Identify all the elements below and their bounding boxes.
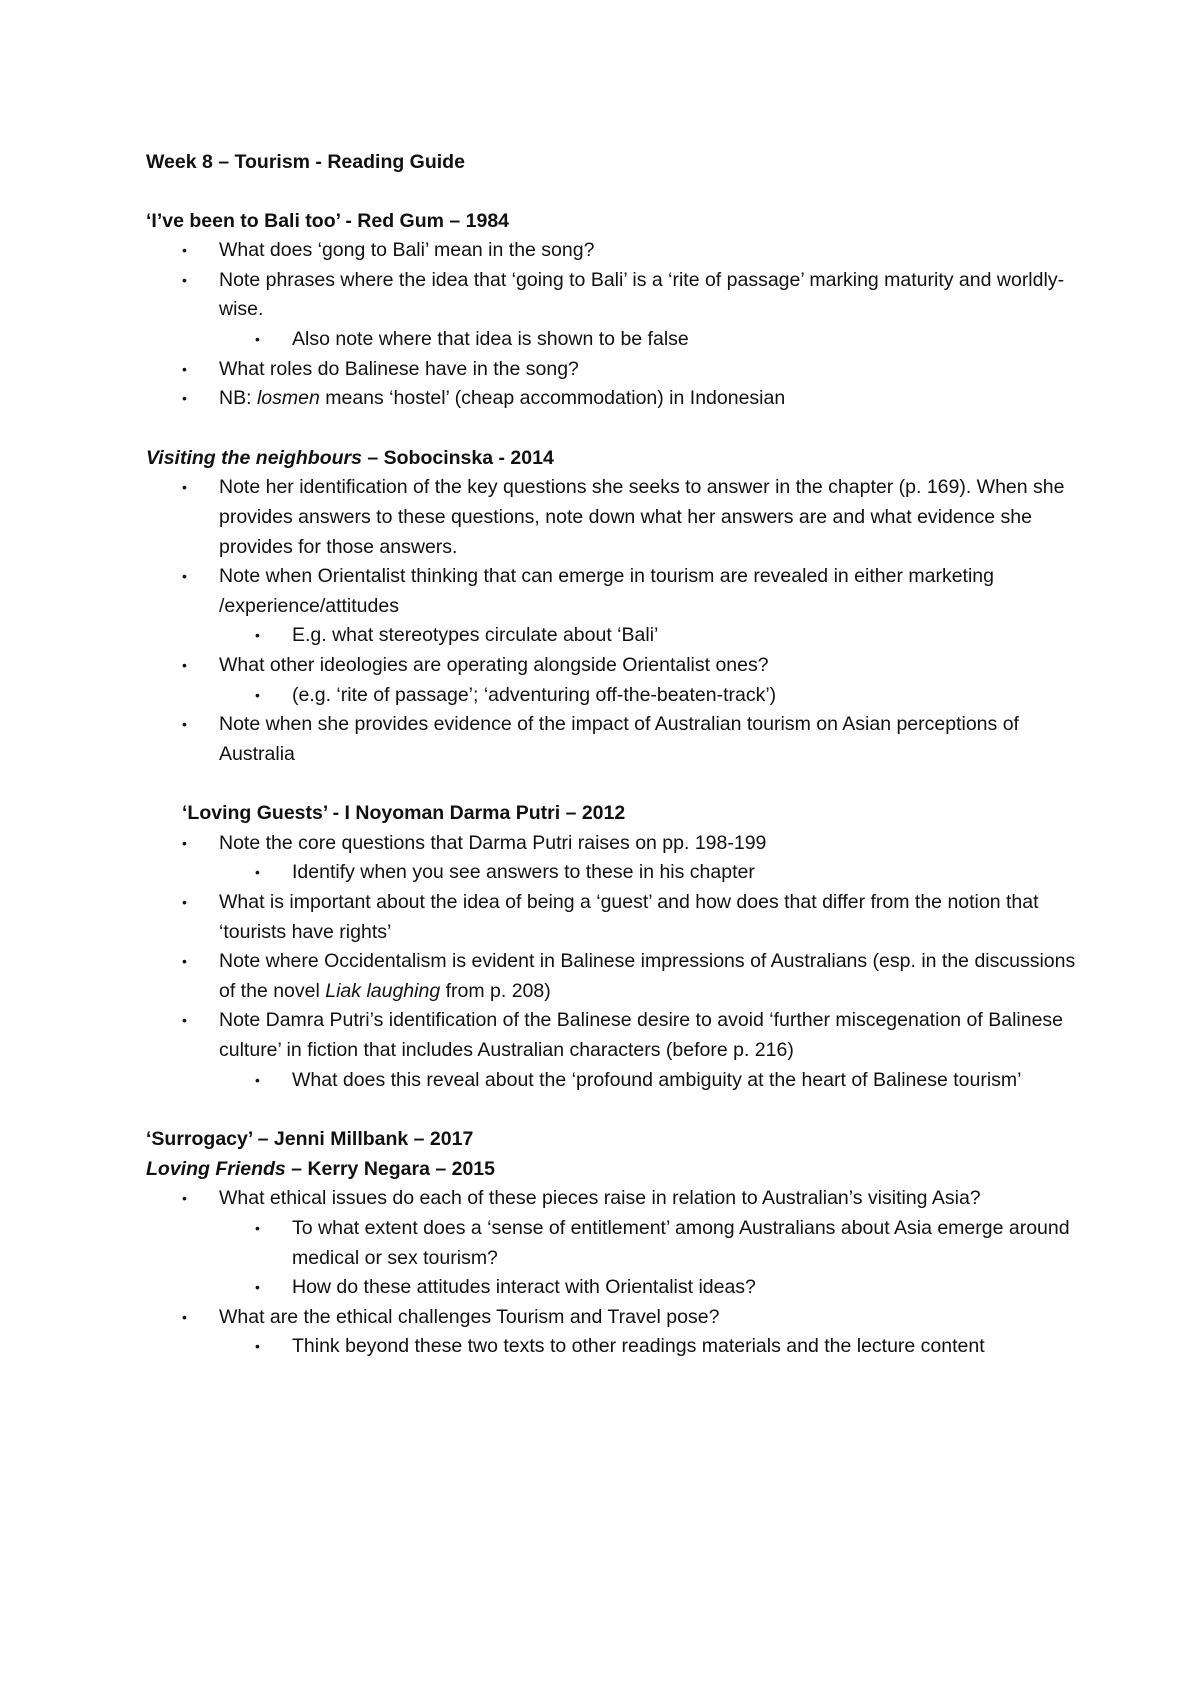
section-sobocinska xyxy=(146,444,1076,770)
document-body xyxy=(146,148,1076,1392)
sub-list-item: • Identify when you see answers to these in his chapter xyxy=(146,858,1076,888)
sub-list-item: • To what extent does a ‘sense of entitlement’ among Australians about Asia emerge around medical or sex tourism? xyxy=(146,1214,1076,1273)
heading-rest: – Sobocinska - 2014 xyxy=(361,446,554,469)
bullet-list xyxy=(146,473,1076,769)
list-item: • What are the ethical challenges Tourism and Travel pose? xyxy=(146,1303,1076,1333)
section-heading xyxy=(146,444,1076,474)
heading-rest: – Kerry Negara – 2015 xyxy=(285,1157,495,1180)
list-item: • Note when she provides evidence of the impact of Australian tourism on Asian perceptions of Australia xyxy=(146,710,1076,769)
section-surrogacy xyxy=(146,1125,1076,1362)
list-item-text: NB: xyxy=(219,387,257,410)
list-item-text: from p. 208) xyxy=(440,979,551,1002)
sub-list-item: • Think beyond these two texts to other readings materials and the lecture content xyxy=(146,1332,1076,1362)
list-item xyxy=(146,384,1076,414)
list-item: • Note phrases where the idea that ‘going to Bali’ is a ‘rite of passage’ marking maturity and worldly-wise. xyxy=(146,266,1076,325)
heading-title-italic: Visiting the neighbours xyxy=(146,446,362,469)
document-title: Week 8 – Tourism - Reading Guide xyxy=(146,151,465,173)
bullet-list xyxy=(146,1184,1076,1362)
bullet-list xyxy=(146,829,1076,1095)
section-heading: ‘Loving Guests’ - I Noyoman Darma Putri – 2012 xyxy=(182,802,626,825)
section-heading-secondary xyxy=(146,1155,1076,1185)
list-item: • Note when Orientalist thinking that can emerge in tourism are revealed in either marketing /experience/attitudes xyxy=(146,562,1076,621)
section-darma-putri xyxy=(146,799,1076,1095)
list-item: • Note Damra Putri’s identification of the Balinese desire to avoid ‘further miscegenation of Balinese culture’ in fiction that includes Australian characters (before p. 216) xyxy=(146,1006,1076,1065)
list-item: • What other ideologies are operating alongside Orientalist ones? xyxy=(146,651,1076,681)
list-item: • Note her identification of the key questions she seeks to answer in the chapter (p. 169). When she provides answers to these questions, note down what her answers are and what evidence she provides for those answers. xyxy=(146,473,1076,562)
sub-list-item: • E.g. what stereotypes circulate about ‘Bali’ xyxy=(146,621,1076,651)
section-heading: ‘Surrogacy’ – Jenni Millbank – 2017 xyxy=(146,1128,474,1151)
section-heading: ‘I’ve been to Bali too’ - Red Gum – 1984 xyxy=(146,209,510,232)
list-item xyxy=(146,947,1076,1006)
italic-term: Liak laughing xyxy=(325,979,441,1002)
section-red-gum xyxy=(146,207,1076,414)
sub-list-item: • (e.g. ‘rite of passage’; ‘adventuring off-the-beaten-track’) xyxy=(146,681,1076,711)
list-item: • What ethical issues do each of these pieces raise in relation to Australian’s visiting Asia? xyxy=(146,1184,1076,1214)
sub-list-item: • Also note where that idea is shown to be false xyxy=(146,325,1076,355)
italic-term: losmen xyxy=(256,387,320,410)
list-item: • What is important about the idea of being a ‘guest’ and how does that differ from the notion that ‘tourists have rights’ xyxy=(146,888,1076,947)
sub-list-item: • What does this reveal about the ‘profound ambiguity at the heart of Balinese tourism’ xyxy=(146,1066,1076,1096)
list-item-text: means ‘hostel’ (cheap accommodation) in Indonesian xyxy=(319,387,786,410)
list-item: • What roles do Balinese have in the song? xyxy=(146,355,1076,385)
sub-list-item: • How do these attitudes interact with Orientalist ideas? xyxy=(146,1273,1076,1303)
list-item: • Note the core questions that Darma Putri raises on pp. 198-199 xyxy=(146,829,1076,859)
heading-title-italic: Loving Friends xyxy=(146,1157,286,1180)
list-item: • What does ‘gong to Bali’ mean in the song? xyxy=(146,236,1076,266)
list-item-text: Note where Occidentalism is evident in Balinese impressions of Australians (esp. in the discussions of the novel xyxy=(219,950,1076,1002)
bullet-list xyxy=(146,236,1076,414)
